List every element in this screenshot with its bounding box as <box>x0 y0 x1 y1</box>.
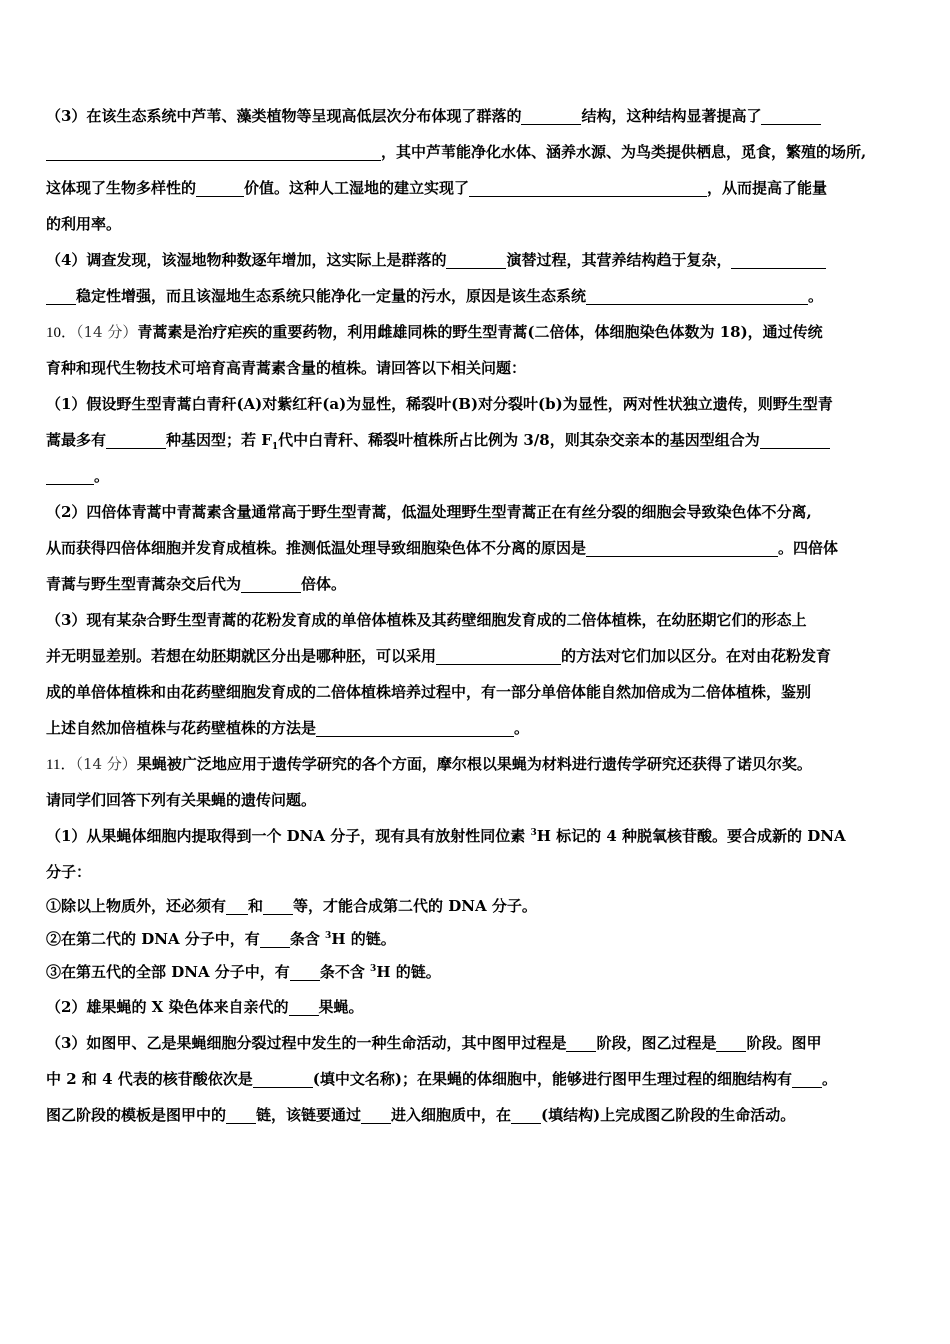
answer-blank[interactable] <box>361 1103 391 1124</box>
question-number: 10． <box>46 325 77 341</box>
answer-blank[interactable] <box>290 960 320 981</box>
answer-blank[interactable] <box>106 428 166 449</box>
q11-intro-line1: 11．（14 分）果蝇被广泛地应用于遗传学研究的各个方面，摩尔根以果蝇为材料进行遗传学研究还获得了诺贝尔奖。 <box>46 755 812 773</box>
answer-blank[interactable] <box>289 995 319 1016</box>
q10-part2-line2: 从而获得四倍体细胞并发育成植株。推测低温处理导致细胞染色体不分离的原因是 。四倍体 <box>46 530 908 566</box>
answer-blank[interactable] <box>792 1067 822 1088</box>
q11-sub3: ③在第五代的全部 DNA 分子中，有 条不含 $^3$H 的链。 <box>46 956 908 989</box>
answer-blank[interactable] <box>241 572 301 593</box>
q11-part3-line1: （3）如图甲、乙是果蝇细胞分裂过程中发生的一种生命活动，其中图甲过程是 阶段，图乙过程是 阶段。图甲 <box>46 1025 908 1061</box>
q11-part3-line3: 图乙阶段的模板是图甲中的 链，该链要通过 进入细胞质中，在 (填结构)上完成图乙阶段的生命活动。 <box>46 1097 908 1133</box>
q11-sub2: ②在第二代的 DNA 分子中，有 条含 $^3$H 的链。 <box>46 923 908 956</box>
answer-blank[interactable] <box>446 248 506 269</box>
q10-part3-line3: 成的单倍体植株和由花药壁细胞发育成的二倍体植株培养过程中，有一部分单倍体能自然加倍成为二倍体植株，鉴别 <box>46 683 812 701</box>
answer-blank[interactable] <box>263 894 293 915</box>
q10-intro-line2: 育种和现代生物技术可培育高青蒿素含量的植株。请回答以下相关问题： <box>46 359 527 377</box>
q9-part3-line3: 这体现了生物多样性的 价值。这种人工湿地的建立实现了 ，从而提高了能量 <box>46 170 908 206</box>
q10-part3-line4: 上述自然加倍植株与花药壁植株的方法是 。 <box>46 710 908 746</box>
q11-part2: （2）雄果蝇的 X 染色体来自亲代的 果蝇。 <box>46 989 908 1025</box>
answer-blank[interactable] <box>196 176 244 197</box>
answer-blank[interactable] <box>521 104 581 125</box>
answer-blank[interactable] <box>760 428 830 449</box>
q10-part2-line3: 青蒿与野生型青蒿杂交后代为 倍体。 <box>46 566 908 602</box>
q10-part3-line1: （3）现有某杂合野生型青蒿的花粉发育成的单倍体植株及其药壁细胞发育成的二倍体植株，在幼胚期它们的形态上 <box>46 611 807 629</box>
q11-sub1: ①除以上物质外，还必须有 和 等，才能合成第二代的 DNA 分子。 <box>46 890 908 923</box>
q10-part3-line2: 并无明显差别。若想在幼胚期就区分出是哪种胚，可以采用 的方法对它们加以区分。在对由花粉发育 <box>46 638 908 674</box>
question-number: 11． <box>46 757 76 773</box>
answer-blank[interactable] <box>46 140 381 161</box>
q11-intro-line2: 请同学们回答下列有关果蝇的遗传问题。 <box>46 791 317 809</box>
q10-part1-line1: （1）假设野生型青蒿白青秆(A)对紫红秆(a)为显性，稀裂叶(B)对分裂叶(b)为显性，两对性状独立遗传，则野生型青 <box>46 395 833 413</box>
q10-intro-line1: 10．（14 分）青蒿素是治疗疟疾的重要药物，利用雌雄同株的野生型青蒿(二倍体，体细胞染色体数为 18)，通过传统 <box>46 323 823 341</box>
q11-part3-line2: 中 2 和 4 代表的核苷酸依次是 (填中文名称)；在果蝇的体细胞中，能够进行图甲生理过程的细胞结构有 。 <box>46 1061 908 1097</box>
q10-part1-line2: 蒿最多有 种基因型；若 $F_1$代中白青秆、稀裂叶植株所占比例为 3/8，则其杂交亲本的基因型组合为 <box>46 422 908 458</box>
q10-part1-line3: 。 <box>46 458 908 494</box>
answer-blank[interactable] <box>716 1031 746 1052</box>
q9-part3-line1: （3）在该生态系统中芦苇、藻类植物等呈现高低层次分布体现了群落的 结构，这种结构显著提高了 <box>46 98 908 134</box>
answer-blank[interactable] <box>226 894 248 915</box>
answer-blank[interactable] <box>586 536 778 557</box>
answer-blank[interactable] <box>566 1031 596 1052</box>
answer-blank[interactable] <box>731 248 826 269</box>
answer-blank[interactable] <box>586 284 808 305</box>
question-score: （14 分） <box>75 755 137 773</box>
q9-part3-line2: ，其中芦苇能净化水体、涵养水源、为鸟类提供栖息，觅食，繁殖的场所, <box>46 134 908 170</box>
q9-part3-line4: 的利用率。 <box>46 215 122 233</box>
answer-blank[interactable] <box>761 104 821 125</box>
answer-blank[interactable] <box>46 464 94 485</box>
question-score: （14 分） <box>76 323 138 341</box>
q11-part1-line2: 分子： <box>46 863 92 881</box>
answer-blank[interactable] <box>253 1067 313 1088</box>
answer-blank[interactable] <box>46 284 76 305</box>
q9-part4-line1: （4）调查发现，该湿地物种数逐年增加，这实际上是群落的 演替过程，其营养结构趋于复杂， <box>46 242 908 278</box>
q10-part2-line1: （2）四倍体青蒿中青蒿素含量通常高于野生型青蒿，低温处理野生型青蒿正在有丝分裂的细胞会导致染色体不分离, <box>46 503 812 521</box>
q9-part4-line2: 稳定性增强，而且该湿地生态系统只能净化一定量的污水，原因是该生态系统 。 <box>46 278 908 314</box>
answer-blank[interactable] <box>260 927 290 948</box>
exam-page <box>46 98 908 1133</box>
q11-part1-line1: （1）从果蝇体细胞内提取得到一个 DNA 分子，现有具有放射性同位素 $^3$H 标记的 4 种脱氧核苷酸。要合成新的 DNA <box>46 827 846 845</box>
answer-blank[interactable] <box>511 1103 541 1124</box>
answer-blank[interactable] <box>226 1103 256 1124</box>
answer-blank[interactable] <box>316 716 514 737</box>
answer-blank[interactable] <box>469 176 707 197</box>
answer-blank[interactable] <box>436 644 561 665</box>
